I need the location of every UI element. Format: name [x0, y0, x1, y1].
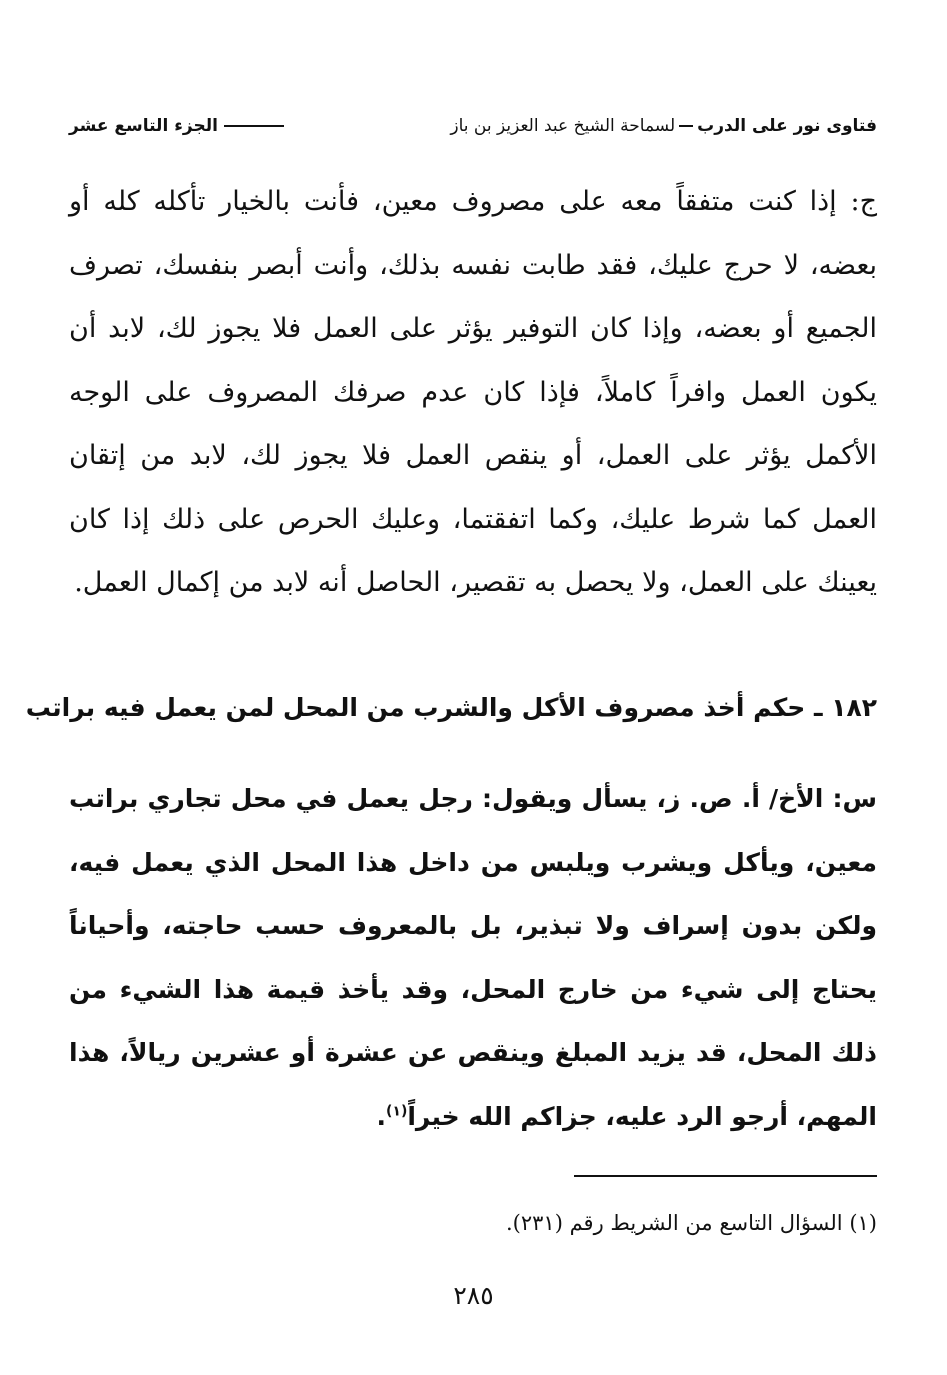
question-heading: ١٨٢ ـ حكم أخذ مصروف الأكل والشرب من المحل لمن يعمل فيه براتب [25, 693, 877, 722]
header-right-group [69, 112, 290, 140]
header-dash [679, 125, 693, 127]
footnote-divider [574, 1175, 877, 1177]
answer-paragraph: ج: إذا كنت متفقاً معه على مصروف معين، فأنت بالخيار تأكله كله أو بعضه، لا حرج عليك، فقد طابت نفسه بذلك، وأنت أبصر بنفسك، تصرف الجميع أو بعضه، وإذا كان التوفير يؤثر على العمل فلا يجوز لك، لابد أن يكون العمل وافراً كاملاً، فإذا كان عدم صرفك المصروف على الوجه الأكمل يؤثر على العمل، أو ينقص العمل فلا يجوز لك، لابد من إتقان العمل كما شرط عليك، وكما اتفقتما، وعليك الحرص على ذلك إذا كان يعينك على العمل، ولا يحصل به تقصير، الحاصل أنه لابد من إكمال العمل. [69, 186, 877, 598]
volume-part: الجزء التاسع عشر [69, 116, 218, 136]
footnote: (١) السؤال التاسع من الشريط رقم (٢٣١). [505, 1211, 877, 1235]
book-title: فتاوى نور على الدرب [697, 116, 877, 136]
question-paragraph: س: الأخ/ أ. ص. ز، يسأل ويقول: رجل يعمل في محل تجاري براتب معين، ويأكل ويشرب ويلبس من داخل هذا المحل الذي يعمل فيه، ولكن بدون إسراف ولا تبذير، بل بالمعروف حسب حاجته، وأحياناً يحتاج إلى شيء من خارج المحل، وقد يأخذ قيمة هذا الشيء من ذلك المحل، قد يزيد المبلغ وينقص عن عشرة أو عشرين ريالاً، هذا المهم، أرجو الرد عليه، جزاكم الله خيراً$^{(١)}$. [69, 784, 877, 1131]
header-left-group [450, 112, 877, 140]
question-text: س: الأخ/ أ. ص. ز، يسأل ويقول: رجل يعمل في محل تجاري براتب معين، ويأكل ويشرب ويلبس من داخل هذا المحل الذي يعمل فيه، ولكن بدون إسراف ولا تبذير، بل بالمعروف حسب حاجته، وأحياناً يحتاج إلى شيء من خارج المحل، وقد يأخذ قيمة هذا الشيء من ذلك المحل، قد يزيد المبلغ وينقص عن عشرة أو عشرين ريالاً، هذا المهم، أرجو الرد عليه، جزاكم الله خيراً [69, 784, 877, 1131]
footnote-reference[interactable]: (١) [386, 1103, 408, 1120]
author-name: لسماحة الشيخ عبد العزيز بن باز [450, 116, 676, 136]
running-header [69, 112, 877, 140]
page-number: ٢٨٥ [453, 1281, 494, 1310]
header-long-dash [224, 125, 284, 127]
